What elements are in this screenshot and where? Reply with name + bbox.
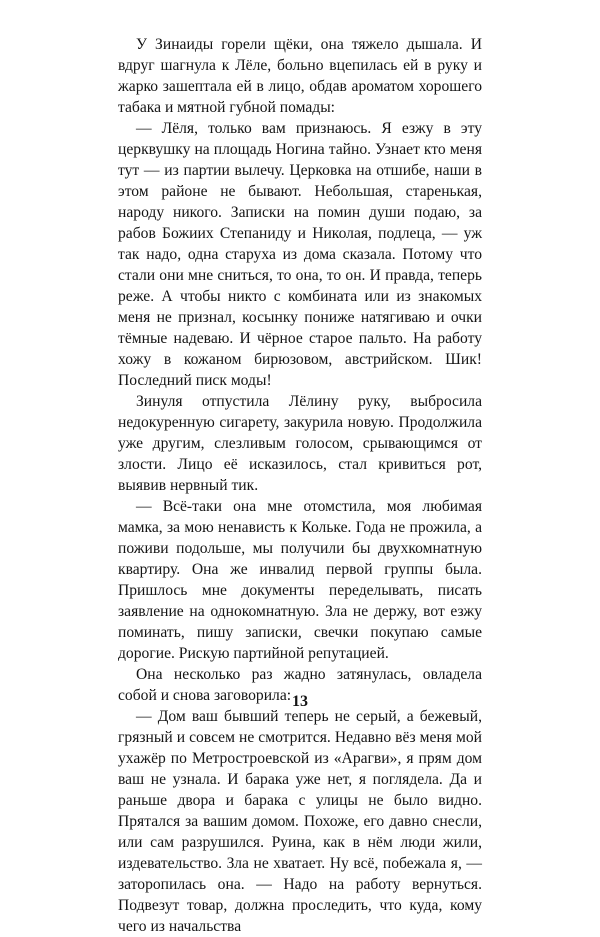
paragraph-3: Зинуля отпустила Лёлину руку, выбросила недокуренную сигарету, закурила новую. Продолжила уже другим, слезливым голосом, срывающимся от злости. Лицо её исказилось, стал кривиться рот, выявив нервный тик.	[118, 393, 482, 494]
paragraph-2: — Лёля, только вам признаюсь. Я езжу в эту церквушку на площадь Ногина тайно. Узнает кто меня тут — из партии вылечу. Церковка на отшибе, наши в этом районе не бывают. Небольшая, старенькая, народу никого. Записки на помин души подаю, за рабов Божиих Степаниду и Николая, подлеца, — уж так надо, одна старуха из дома сказала. Потому что стали они мне сниться, то она, то он. И правда, теперь реже. А чтобы никто с комбината или из знакомых меня не признал, косынку пониже натягиваю и очки тёмные надеваю. И чёрное старое пальто. На работу хожу в кожаном бирюзовом, австрийском. Шик! Последний писк моды!	[118, 120, 482, 389]
page-number: 13	[292, 693, 308, 710]
paragraph-1: У Зинаиды горели щёки, она тяжело дышала. И вдруг шагнула к Лёле, больно вцепилась ей в руку и жарко зашептала ей в лицо, обдав ароматом хорошего табака и мятной губной помады:	[118, 36, 482, 116]
paragraph-5: Она несколько раз жадно затянулась, овладела собой и снова заговорила:	[118, 666, 482, 704]
paragraph-6: — Дом ваш бывший теперь не серый, а бежевый, грязный и совсем не смотрится. Недавно вёз меня мой ухажёр по Метростроевской из «Арагви», я прям дом ваш не узнала. И барака уже нет, я поглядела. Да и раньше двора и барака с улицы не было видно. Прятался за вашим домом. Похоже, его давно снесли, или сам разрушился. Руина, как в нём люди жили, издевательство. Зла не хватает. Ну всё, побежала я, — заторопилась она. — Надо на работу вернуться. Подвезут товар, должна проследить, что куда, кому чего из начальства	[118, 708, 482, 935]
paragraph-4: — Всё-таки она мне отомстила, моя любимая мамка, за мою ненависть к Кольке. Года не прожила, а поживи подольше, мы получили бы двухкомнатную квартиру. Она же инвалид первой группы была. Пришлось мне документы переделывать, писать заявление на однокомнатную. Зла не держу, вот езжу поминать, пишу записки, свечки покупаю самые дорогие. Рискую партийной репутацией.	[118, 498, 482, 662]
book-page-text	[118, 34, 482, 937]
